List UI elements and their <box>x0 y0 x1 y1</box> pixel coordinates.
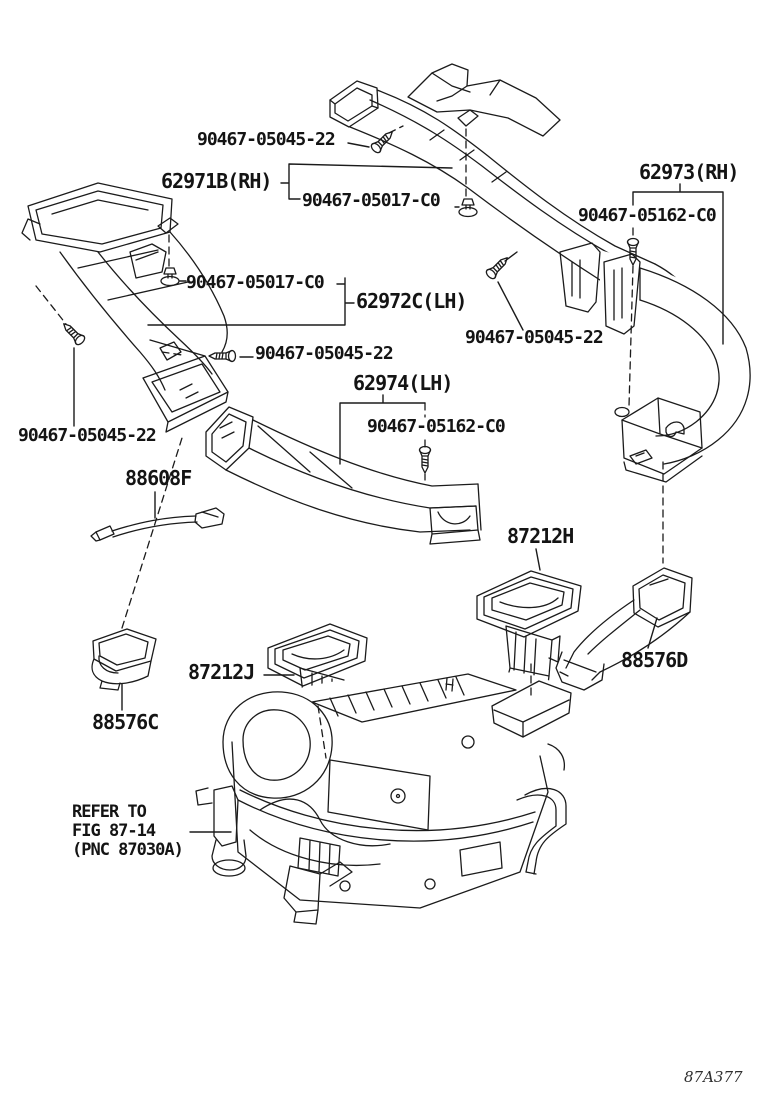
part-label-62971b-rh: 62971B(RH) <box>161 169 272 193</box>
fastener-label-90467-05017-c0-left: 90467-05017-C0 <box>186 272 324 293</box>
drawing-code: 87A377 <box>684 1068 743 1086</box>
wire-88608f-drawing <box>91 508 224 541</box>
part-label-87212j: 87212J <box>188 660 255 684</box>
hvac-unit-drawing <box>196 668 572 924</box>
fastener-label-90467-05045-22-left: 90467-05045-22 <box>18 425 156 446</box>
vent-87212h-drawing <box>477 571 581 684</box>
fastener-label-90467-05162-c0-right: 90467-05162-C0 <box>578 205 716 226</box>
reference-note-line: FIG 87-14 <box>72 821 156 841</box>
part-label-62974-lh: 62974(LH) <box>353 371 453 395</box>
duct-88576c-drawing <box>91 629 156 690</box>
screw-90467-05045-right-icon <box>485 254 512 281</box>
part-label-88576d: 88576D <box>621 648 688 672</box>
part-label-88576c: 88576C <box>92 710 159 734</box>
fastener-label-90467-05045-22-top: 90467-05045-22 <box>197 129 335 150</box>
part-label-62973-rh: 62973(RH) <box>639 160 739 184</box>
reference-note-line: REFER TO <box>72 802 146 822</box>
fastener-label-90467-05045-22-right: 90467-05045-22 <box>465 327 603 348</box>
part-label-62972c-lh: 62972C(LH) <box>356 289 467 313</box>
screw-90467-05162-mid-icon <box>420 447 431 474</box>
fastener-label-90467-05162-c0-mid: 90467-05162-C0 <box>367 416 505 437</box>
screw-90467-05045-left-icon <box>60 320 87 347</box>
part-label-87212h: 87212H <box>507 524 574 548</box>
reference-note-line: (PNC 87030A) <box>72 840 183 860</box>
reference-note <box>72 803 183 860</box>
fastener-label-90467-05017-c0-top: 90467-05017-C0 <box>302 190 440 211</box>
fastener-label-90467-05045-22-mid: 90467-05045-22 <box>255 343 393 364</box>
part-label-88608f: 88608F <box>125 466 192 490</box>
clip-90467-05017-top-icon <box>459 199 477 217</box>
